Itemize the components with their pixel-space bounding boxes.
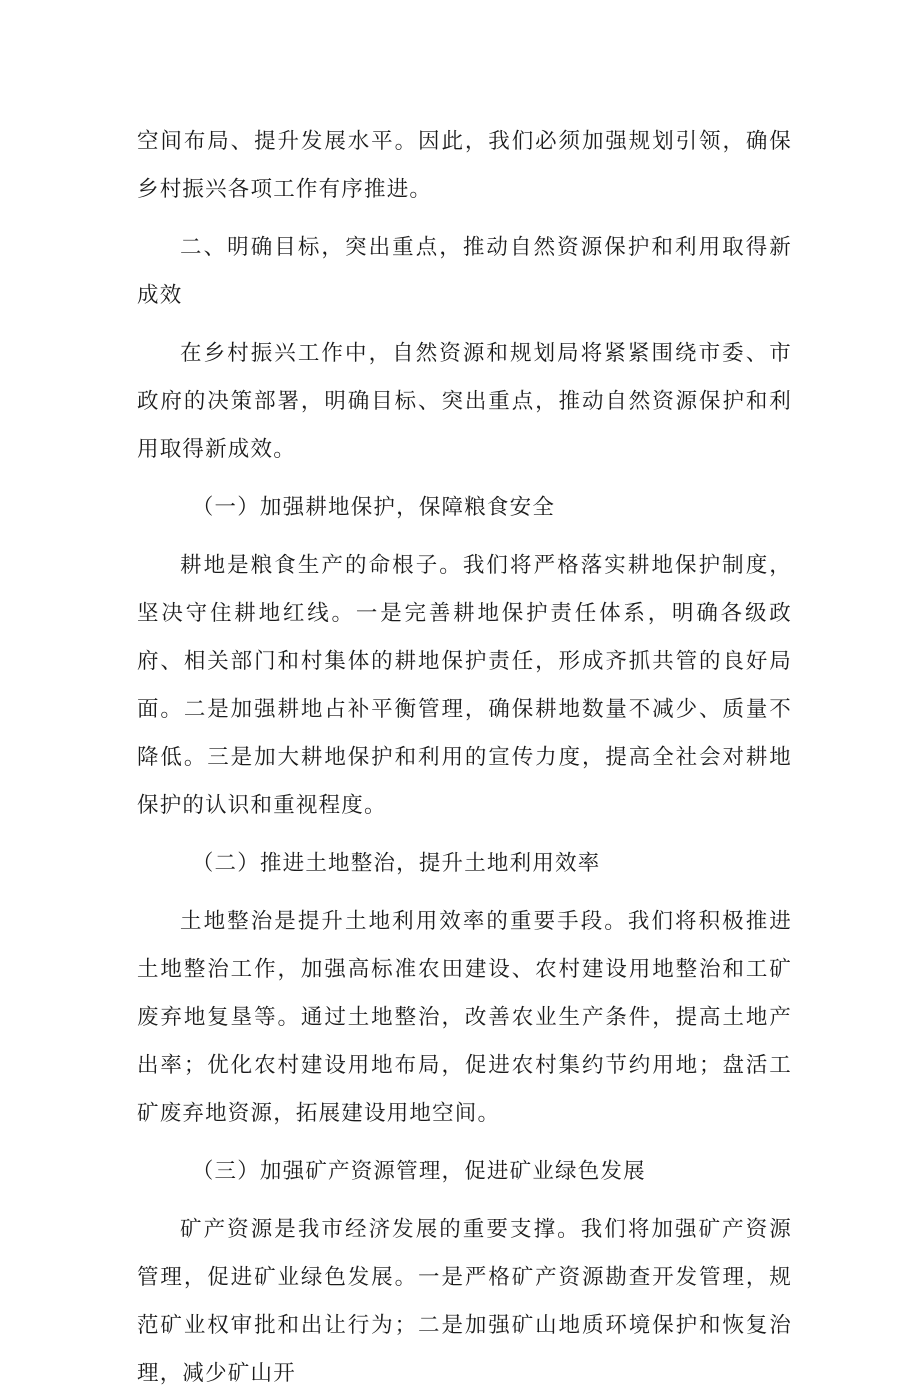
subsection-heading-3: （三）加强矿产资源管理，促进矿业绿色发展 [191,1159,646,1184]
paragraph-subsection-1: 耕地是粮食生产的命根子。我们将严格落实耕地保护制度，坚决守住耕地红线。一是完善耕地保护责任体系，明确各级政府、相关部门和村集体的耕地保护责任，形成齐抓共管的良好局面。二是加强耕地占补平衡管理，确保耕地数量不减少、质量不降低。三是加大耕地保护和利用的宣传力度，提高全社会对耕地保护的认识和重视程度。 [137,553,792,818]
section-heading-2: 二、明确目标，突出重点，推动自然资源保护和利用取得新成效 [137,235,792,308]
document-body [137,118,792,1398]
paragraph-section-2-intro: 在乡村振兴工作中，自然资源和规划局将紧紧围绕市委、市政府的决策部署，明确目标、突出重点，推动自然资源保护和利用取得新成效。 [137,341,792,462]
paragraph-continuation: 空间布局、提升发展水平。因此，我们必须加强规划引领，确保乡村振兴各项工作有序推进。 [137,129,792,202]
paragraph-subsection-2: 土地整治是提升土地利用效率的重要手段。我们将积极推进土地整治工作，加强高标准农田建设、农村建设用地整治和工矿废弃地复垦等。通过土地整治，改善农业生产条件，提高土地产出率；优化农村建设用地布局，促进农村集约节约用地；盘活工矿废弃地资源，拓展建设用地空间。 [137,909,792,1126]
subsection-heading-2: （二）推进土地整治，提升土地利用效率 [191,851,601,876]
paragraph-subsection-3: 矿产资源是我市经济发展的重要支撑。我们将加强矿产资源管理，促进矿业绿色发展。一是严格矿产资源勘查开发管理，规范矿业权审批和出让行为；二是加强矿山地质环境保护和恢复治理，减少矿山开 [137,1217,792,1386]
subsection-heading-1: （一）加强耕地保护，保障粮食安全 [191,495,556,520]
